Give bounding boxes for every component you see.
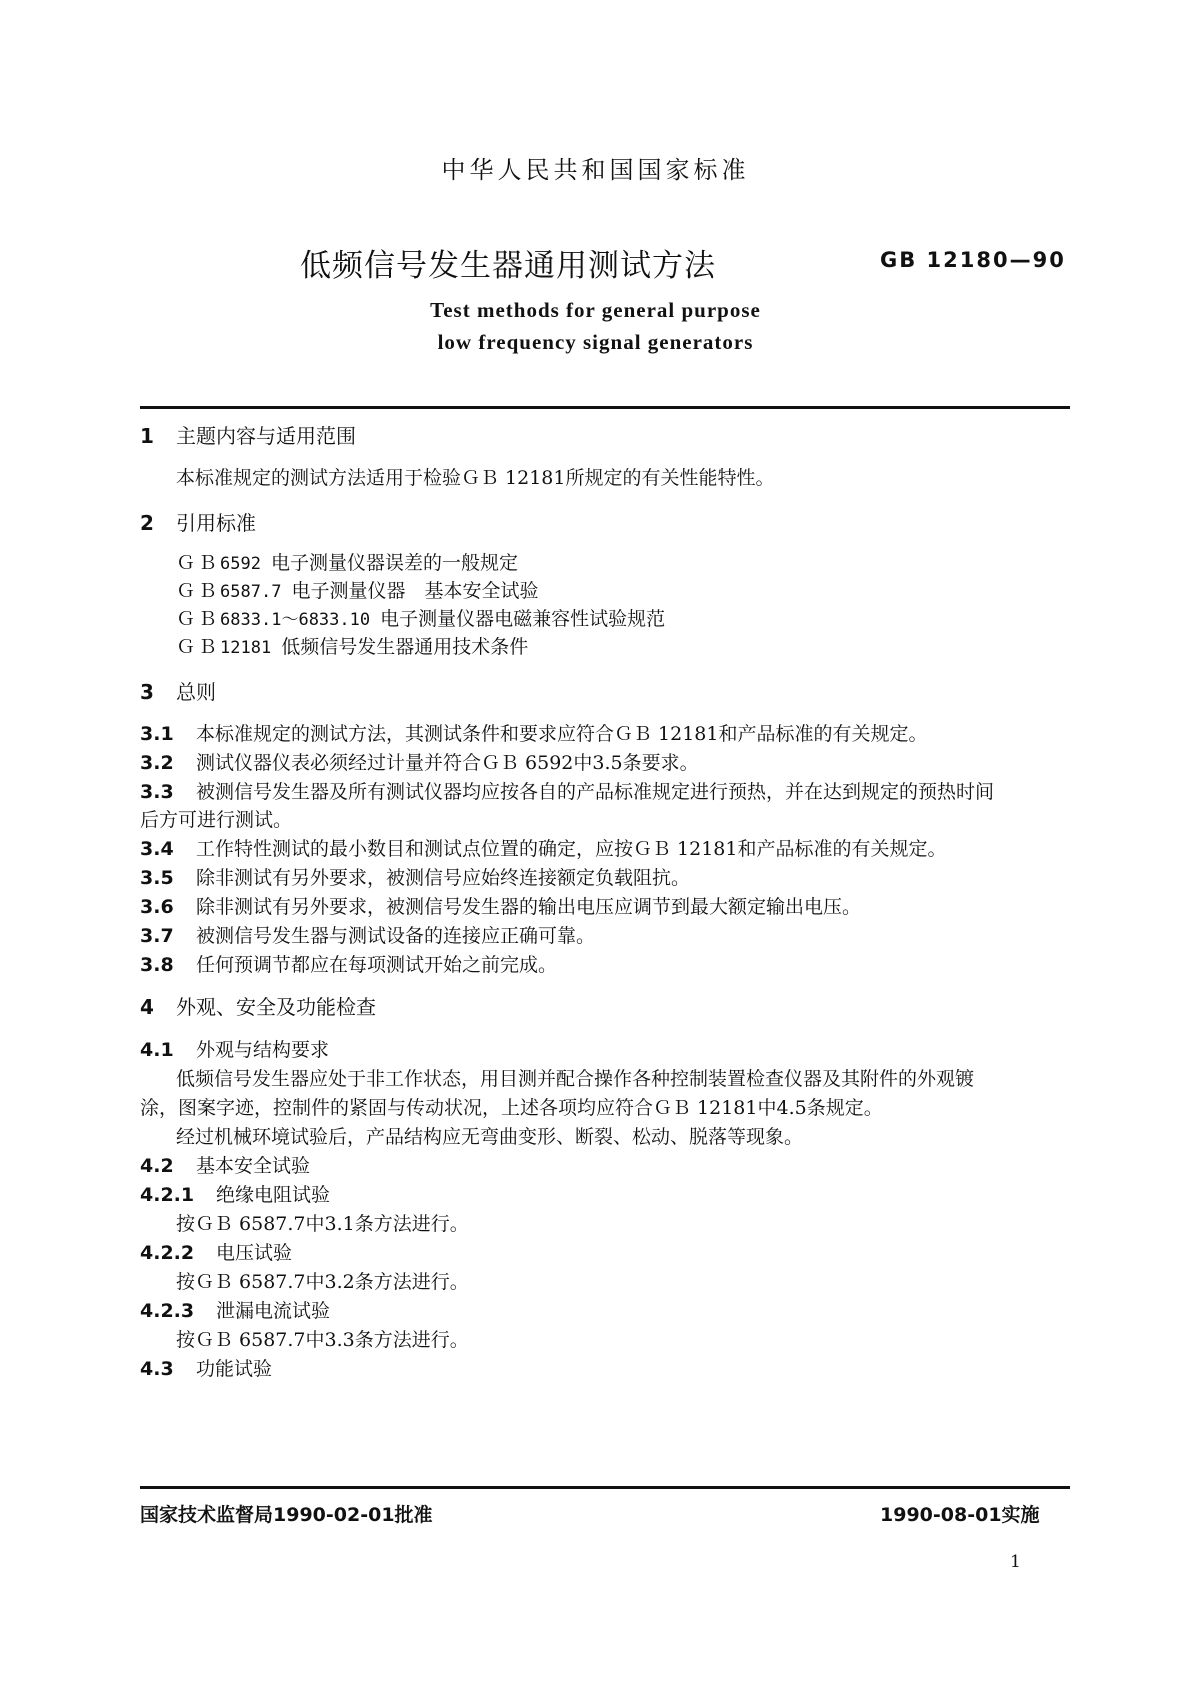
section-2-heading bbox=[140, 507, 256, 536]
reference-prefix: ＧＢ bbox=[176, 636, 221, 658]
reference-title: 低频信号发生器通用技术条件 bbox=[281, 636, 529, 658]
title-en-line-2: low frequency signal generators bbox=[437, 330, 754, 354]
reference-title: 电子测量仪器电磁兼容性试验规范 bbox=[380, 608, 666, 630]
clause-3-2 bbox=[140, 748, 699, 775]
title-en-line-1: Test methods for general purpose bbox=[430, 298, 761, 322]
clause-title: 泄漏电流试验 bbox=[216, 1300, 331, 1322]
clause-number: 3.5 bbox=[140, 867, 174, 889]
clause-4-1-paragraph-1: 低频信号发生器应处于非工作状态，用目测并配合操作各种控制装置检查仪器及其附件的外观镀 bbox=[176, 1068, 975, 1090]
clause-number: 3.8 bbox=[140, 954, 174, 976]
clause-text: 除非测试有另外要求，被测信号发生器的输出电压应调节到最大额定输出电压。 bbox=[196, 896, 862, 918]
issuing-authority: 中华人民共和国国家标准 bbox=[441, 156, 750, 184]
header-divider bbox=[140, 406, 1070, 409]
reference-number: 6833.1～6833.10 bbox=[220, 610, 371, 630]
clause-4-2-1 bbox=[140, 1180, 330, 1207]
reference-number: 6587.7 bbox=[220, 582, 282, 602]
clause-3-6 bbox=[140, 892, 861, 919]
clause-text: 任何预调节都应在每项测试开始之前完成。 bbox=[196, 954, 558, 976]
section-4-heading bbox=[140, 991, 376, 1020]
clause-4-1-paragraph-1-continuation: 涂，图案字迹，控制件的紧固与传动状况，上述各项均应符合ＧＢ 12181中4.5条规定。 bbox=[140, 1097, 883, 1119]
clause-4-2-3 bbox=[140, 1296, 330, 1323]
document-title-chinese: 低频信号发生器通用测试方法 bbox=[300, 248, 716, 284]
section-title: 外观、安全及功能检查 bbox=[176, 995, 376, 1019]
reference-item bbox=[176, 604, 665, 631]
clause-4-1-paragraph-2: 经过机械环境试验后，产品结构应无弯曲变形、断裂、松动、脱落等现象。 bbox=[176, 1126, 804, 1148]
clause-number: 4.2 bbox=[140, 1155, 174, 1177]
clause-3-3-continuation: 后方可进行测试。 bbox=[140, 809, 293, 831]
clause-title: 绝缘电阻试验 bbox=[216, 1184, 331, 1206]
clause-text: 本标准规定的测试方法，其测试条件和要求应符合ＧＢ 12181和产品标准的有关规定。 bbox=[196, 723, 928, 745]
clause-text: 被测信号发生器及所有测试仪器均应按各自的产品标准规定进行预热，并在达到规定的预热时间 bbox=[196, 781, 995, 803]
clause-number: 4.1 bbox=[140, 1039, 174, 1061]
section-3-heading bbox=[140, 676, 216, 705]
clause-4-1 bbox=[140, 1035, 329, 1062]
clause-title: 基本安全试验 bbox=[196, 1155, 311, 1177]
section-number: 4 bbox=[140, 995, 154, 1019]
clause-4-2-1-text: 按ＧＢ 6587.7中3.1条方法进行。 bbox=[176, 1213, 469, 1235]
section-title: 总则 bbox=[176, 680, 216, 704]
clause-3-4 bbox=[140, 834, 946, 861]
clause-number: 3.4 bbox=[140, 838, 174, 860]
clause-text: 除非测试有另外要求，被测信号应始终连接额定负载阻抗。 bbox=[196, 867, 691, 889]
clause-number: 3.3 bbox=[140, 781, 174, 803]
section-title: 引用标准 bbox=[176, 511, 256, 535]
effective-date: 1990-08-01实施 bbox=[880, 1504, 1040, 1526]
clause-3-1 bbox=[140, 719, 927, 746]
section-1-heading bbox=[140, 420, 356, 449]
clause-number: 3.7 bbox=[140, 925, 174, 947]
clause-4-2 bbox=[140, 1151, 310, 1178]
reference-title: 电子测量仪器 基本安全试验 bbox=[291, 580, 539, 602]
clause-4-3 bbox=[140, 1354, 272, 1381]
clause-3-8 bbox=[140, 950, 557, 977]
clause-4-2-2-text: 按ＧＢ 6587.7中3.2条方法进行。 bbox=[176, 1271, 469, 1293]
clause-title: 电压试验 bbox=[216, 1242, 293, 1264]
section-number: 2 bbox=[140, 511, 154, 535]
clause-4-2-2 bbox=[140, 1238, 292, 1265]
clause-3-3 bbox=[140, 777, 994, 804]
clause-4-2-3-text: 按ＧＢ 6587.7中3.3条方法进行。 bbox=[176, 1329, 469, 1351]
reference-number: 12181 bbox=[220, 638, 272, 658]
reference-prefix: ＧＢ bbox=[176, 552, 221, 574]
section-number: 1 bbox=[140, 424, 154, 448]
reference-title: 电子测量仪器误差的一般规定 bbox=[271, 552, 519, 574]
reference-item bbox=[176, 548, 518, 575]
clause-3-7 bbox=[140, 921, 595, 948]
reference-prefix: ＧＢ bbox=[176, 580, 221, 602]
reference-item bbox=[176, 632, 528, 659]
reference-number: 6592 bbox=[220, 554, 261, 574]
clause-number: 4.3 bbox=[140, 1358, 174, 1380]
clause-title: 外观与结构要求 bbox=[196, 1039, 330, 1061]
clause-number: 3.6 bbox=[140, 896, 174, 918]
clause-text: 测试仪器仪表必须经过计量并符合ＧＢ 6592中3.5条要求。 bbox=[196, 752, 699, 774]
reference-prefix: ＧＢ bbox=[176, 608, 221, 630]
footer-divider bbox=[140, 1486, 1070, 1489]
clause-number: 4.2.3 bbox=[140, 1300, 195, 1322]
clause-number: 3.2 bbox=[140, 752, 174, 774]
clause-text: 被测信号发生器与测试设备的连接应正确可靠。 bbox=[196, 925, 596, 947]
clause-number: 4.2.1 bbox=[140, 1184, 195, 1206]
clause-3-5 bbox=[140, 863, 690, 890]
reference-item bbox=[176, 576, 538, 603]
approval-date: 国家技术监督局1990-02-01批准 bbox=[140, 1504, 433, 1526]
clause-text: 工作特性测试的最小数目和测试点位置的确定，应按ＧＢ 12181和产品标准的有关规定。 bbox=[196, 838, 947, 860]
document-title-english bbox=[0, 294, 1191, 358]
standard-code: GB 12180—90 bbox=[880, 248, 1066, 272]
page-number: 1 bbox=[1010, 1552, 1021, 1572]
clause-number: 3.1 bbox=[140, 723, 174, 745]
section-1-text: 本标准规定的测试方法适用于检验ＧＢ 12181所规定的有关性能特性。 bbox=[176, 467, 775, 489]
section-title: 主题内容与适用范围 bbox=[176, 424, 356, 448]
clause-title: 功能试验 bbox=[196, 1358, 273, 1380]
clause-number: 4.2.2 bbox=[140, 1242, 195, 1264]
section-number: 3 bbox=[140, 680, 154, 704]
